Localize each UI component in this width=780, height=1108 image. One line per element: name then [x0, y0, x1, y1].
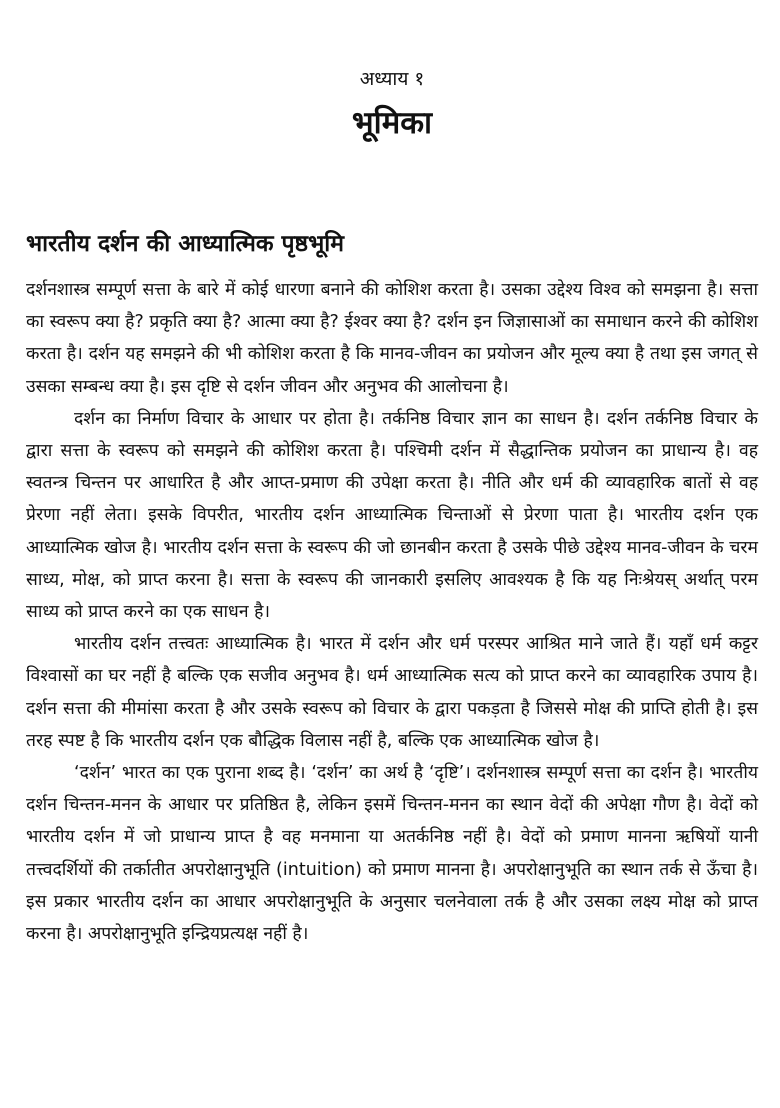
chapter-title: भूमिका	[351, 105, 433, 141]
paragraph-4: ‘दर्शन’ भारत का एक पुराना शब्द है। ‘दर्शन’ का अर्थ है ‘दृष्टि’। दर्शनशास्त्र सम्पूर्ण सत्ता का दर्शन है। भारतीय दर्शन चिन्तन-मनन के आधार पर प्रतिष्ठित है, लेकिन इसमें चिन्तन-मनन का स्थान वेदों की अपेक्षा गौण है। वेदों को भारतीय दर्शन में जो प्राधान्य प्राप्त है वह मनमाना या अतर्कनिष्ठ नहीं है। वेदों को प्रमाण मानना ऋषियों यानी तत्त्वदर्शियों की तर्कातीत अपरोक्षानुभूति (intuition) को प्रमाण मानना है। अपरोक्षानुभूति का स्थान तर्क से ऊँचा है। इस प्रकार भारतीय दर्शन का आधार अपरोक्षानुभूति के अनुसार चलनेवाला तर्क है और उसका लक्ष्य मोक्ष को प्राप्त करना है। अपरोक्षानुभूति इन्द्रियप्रत्यक्ष नहीं है।	[26, 763, 758, 945]
paragraph-2: दर्शन का निर्माण विचार के आधार पर होता है। तर्कनिष्ठ विचार ज्ञान का साधन है। दर्शन तर्कनिष्ठ विचार के द्वारा सत्ता के स्वरूप को समझने की कोशिश करता है। पश्चिमी दर्शन में सैद्धान्तिक प्रयोजन का प्राधान्य है। वह स्वतन्त्र चिन्तन पर आधारित है और आप्त-प्रमाण की उपेक्षा करता है। नीति और धर्म की व्यावहारिक बातों से वह प्रेरणा नहीं लेता। इसके विपरीत, भारतीय दर्शन आध्यात्मिक चिन्ताओं से प्रेरणा पाता है। भारतीय दर्शन एक आध्यात्मिक खोज है। भारतीय दर्शन सत्ता के स्वरूप की जो छानबीन करता है उसके पीछे उद्देश्य मानव-जीवन के चरम साध्य, मोक्ष, को प्राप्त करना है। सत्ता के स्वरूप की जानकारी इसलिए आवश्यक है कि यह निःश्रेयस् अर्थात् परम साध्य को प्राप्त करने का एक साधन है।	[26, 408, 758, 623]
paragraph-1: दर्शनशास्त्र सम्पूर्ण सत्ता के बारे में कोई धारणा बनाने की कोशिश करता है। उसका उद्देश्य विश्व को समझना है। सत्ता का स्वरूप क्या है? प्रकृति क्या है? आत्मा क्या है? ईश्वर क्या है? दर्शन इन जिज्ञासाओं का समाधान करने की कोशिश करता है। दर्शन यह समझने की भी कोशिश करता है कि मानव-जीवन का प्रयोजन और मूल्य क्या है तथा इस जगत् से उसका सम्बन्ध क्या है। इस दृष्टि से दर्शन जीवन और अनुभव की आलोचना है।	[26, 280, 758, 397]
paragraph-3: भारतीय दर्शन तत्त्वतः आध्यात्मिक है। भारत में दर्शन और धर्म परस्पर आश्रित माने जाते हैं। यहाँ धर्म कट्टर विश्वासों का घर नहीं है बल्कि एक सजीव अनुभव है। धर्म आध्यात्मिक सत्य को प्राप्त करने का व्यावहारिक उपाय है। दर्शन सत्ता की मीमांसा करता है और उसके स्वरूप को विचार के द्वारा पकड़ता है जिससे मोक्ष की प्राप्ति होती है। इस तरह स्पष्ट है कि भारतीय दर्शन एक बौद्धिक विलास नहीं है, बल्कि एक आध्यात्मिक खोज है।	[26, 634, 758, 751]
chapter-label: अध्याय १	[359, 68, 425, 90]
body-text	[26, 274, 758, 950]
section-heading: भारतीय दर्शन की आध्यात्मिक पृष्ठभूमि	[26, 231, 344, 257]
